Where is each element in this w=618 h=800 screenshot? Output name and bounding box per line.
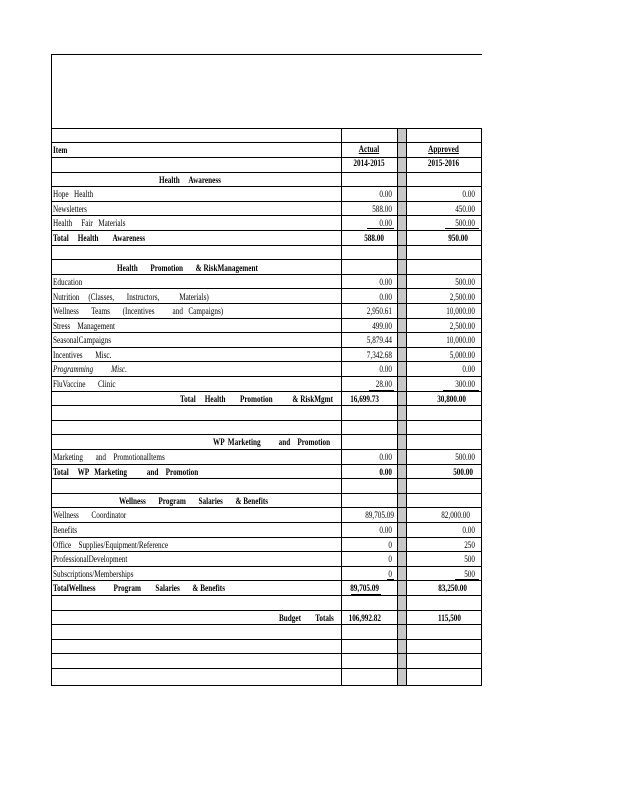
section-title: Wellness Program Salaries & Benefits xyxy=(119,496,269,506)
row-item: Benefits xyxy=(53,525,77,535)
left-border xyxy=(51,54,52,686)
total-label: TotalWellness Program Salaries & Benefits xyxy=(53,583,225,593)
total-actual: 0.00 xyxy=(379,467,392,477)
sum-underline xyxy=(369,390,394,391)
row-approved: 250 xyxy=(464,540,475,550)
row-line xyxy=(51,274,482,275)
row-line xyxy=(51,668,482,669)
row-line xyxy=(51,391,482,392)
section-title: Health Promotion & RiskManagement xyxy=(117,263,258,273)
section-title: WP Marketing and Promotion xyxy=(213,437,331,447)
row-line xyxy=(51,449,482,450)
row-line xyxy=(51,332,482,333)
row-line xyxy=(51,478,482,479)
row-line xyxy=(51,537,482,538)
total-actual: 16,699.73 xyxy=(350,394,379,404)
approved-year: 2015-2016 xyxy=(427,158,460,168)
total-approved: 500.00 xyxy=(453,467,473,477)
budget-total-approved: 115,500 xyxy=(437,613,461,623)
row-item: Wellness Coordinator xyxy=(53,510,127,520)
row-actual: 89,705.09 xyxy=(365,510,394,520)
row-line xyxy=(51,685,482,686)
row-actual: 0.00 xyxy=(379,189,392,199)
row-approved: 10,000.00 xyxy=(446,306,475,316)
row-item: SeasonalCampaigns xyxy=(53,335,111,345)
row-item: Newsletters xyxy=(53,204,87,214)
row-line xyxy=(51,507,482,508)
row-line xyxy=(51,318,482,319)
row-actual: 2,950.61 xyxy=(366,306,392,316)
row-line xyxy=(51,230,482,231)
row-item: Incentives Misc. xyxy=(53,350,112,360)
row-item: Marketing and PromotionalItems xyxy=(53,452,165,462)
sum-underline xyxy=(387,579,394,580)
row-line xyxy=(51,376,482,377)
gray-col-right-border xyxy=(406,128,407,686)
row-approved: 300.00 xyxy=(455,379,475,389)
actual-col-left-border xyxy=(341,128,342,686)
row-line xyxy=(51,434,482,435)
row-actual: 588.00 xyxy=(372,204,392,214)
row-actual: 499.00 xyxy=(372,321,392,331)
row-item: FluVaccine Clinic xyxy=(53,379,116,389)
row-approved: 500.00 xyxy=(455,218,475,228)
row-line xyxy=(51,624,482,625)
row-approved: 82,000.00 xyxy=(441,510,470,520)
row-item: Wellness Teams (Incentives and Campaigns) xyxy=(53,306,224,316)
row-approved: 0.00 xyxy=(462,189,475,199)
row-line xyxy=(51,361,482,362)
row-line xyxy=(51,464,482,465)
row-item: ProfessionalDevelopment xyxy=(53,554,128,564)
row-line xyxy=(51,128,482,129)
row-approved: 0.00 xyxy=(462,525,475,535)
sum-underline xyxy=(443,390,479,391)
total-label: Total Health Promotion & RiskMgmt xyxy=(180,394,333,404)
row-approved: 0.00 xyxy=(462,364,475,374)
row-approved: 500.00 xyxy=(455,277,475,287)
gray-col-left-border xyxy=(397,128,398,686)
approved-header: Approved xyxy=(428,144,459,154)
budget-total-actual: 106,992.82 xyxy=(348,613,381,623)
row-item: Programming Misc. xyxy=(53,364,127,374)
row-line xyxy=(51,610,482,611)
row-approved: 500 xyxy=(464,554,475,564)
sum-underline xyxy=(367,228,394,229)
row-line xyxy=(51,201,482,202)
row-item: Subscriptions/Memberships xyxy=(53,569,134,579)
total-approved: 83,250.00 xyxy=(438,583,467,593)
row-approved: 500 xyxy=(464,569,475,579)
row-item: Education xyxy=(53,277,83,287)
row-line xyxy=(51,347,482,348)
right-border xyxy=(481,128,482,686)
row-line xyxy=(51,493,482,494)
total-approved: 30,800.00 xyxy=(437,394,466,404)
total-label: Total Health Awareness xyxy=(53,233,146,243)
row-item: Health Fair Materials xyxy=(53,218,126,228)
row-line xyxy=(51,186,482,187)
row-line xyxy=(51,653,482,654)
row-line xyxy=(51,215,482,216)
row-actual: 28.00 xyxy=(375,379,392,389)
row-approved: 5,000.00 xyxy=(449,350,475,360)
total-actual: 588.00 xyxy=(364,233,384,243)
budget-totals-label: Budget Totals xyxy=(279,613,334,623)
row-actual: 0.00 xyxy=(379,364,392,374)
total-label: Total WP Marketing and Promotion xyxy=(53,467,199,477)
row-line xyxy=(51,639,482,640)
row-item: Hope Health xyxy=(53,189,94,199)
row-item: Nutrition (Classes, Instructors, Materials) xyxy=(53,292,209,302)
row-actual: 0 xyxy=(388,540,392,550)
row-line xyxy=(51,580,482,581)
row-approved: 2,500.00 xyxy=(449,321,475,331)
row-line xyxy=(51,522,482,523)
row-approved: 2,500.00 xyxy=(449,292,475,302)
top-border xyxy=(51,54,482,55)
row-item: Office Supplies/Equipment/Reference xyxy=(53,540,169,550)
item-header: Item xyxy=(53,145,68,155)
row-approved: 500.00 xyxy=(455,452,475,462)
row-approved: 450.00 xyxy=(455,204,475,214)
row-actual: 0.00 xyxy=(379,452,392,462)
total-actual: 89,705.09 xyxy=(350,583,379,593)
sum-underline xyxy=(445,228,479,229)
row-line xyxy=(51,303,482,304)
row-line xyxy=(51,142,482,143)
row-line xyxy=(51,172,482,173)
row-line xyxy=(51,551,482,552)
row-actual: 0.00 xyxy=(379,525,392,535)
total-approved: 950.00 xyxy=(448,233,468,243)
row-actual: 0.00 xyxy=(379,277,392,287)
row-actual: 7,342.68 xyxy=(366,350,392,360)
row-approved: 10,000.00 xyxy=(446,335,475,345)
row-line xyxy=(51,245,482,246)
sum-underline xyxy=(455,579,479,580)
sum-underline xyxy=(351,594,381,595)
row-actual: 0.00 xyxy=(379,292,392,302)
row-actual: 0 xyxy=(388,569,392,579)
actual-year: 2014-2015 xyxy=(353,158,385,168)
separator-column xyxy=(397,128,406,686)
row-actual: 0 xyxy=(388,554,392,564)
row-line xyxy=(51,288,482,289)
row-actual: 5,879.44 xyxy=(366,335,392,345)
actual-header: Actual xyxy=(358,144,380,154)
total-bottom-line xyxy=(51,405,482,406)
row-line xyxy=(51,566,482,567)
section-title: Health Awareness xyxy=(159,175,221,185)
row-line xyxy=(51,259,482,260)
total-bottom-line xyxy=(51,595,482,596)
row-actual: 0.00 xyxy=(379,218,392,228)
row-line xyxy=(51,420,482,421)
budget-sheet xyxy=(51,54,482,686)
row-item: Stress Management xyxy=(53,321,115,331)
